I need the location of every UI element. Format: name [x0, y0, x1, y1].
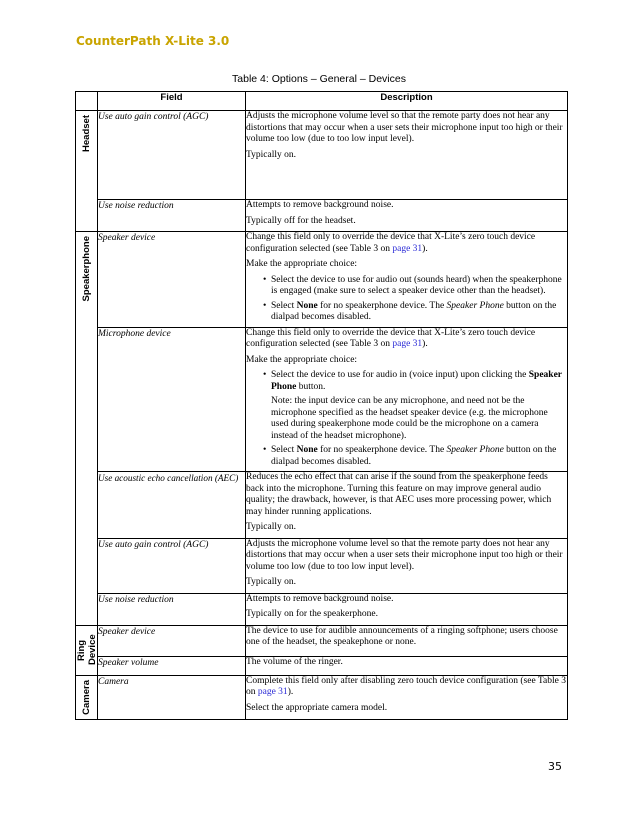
field-name: Speaker volume — [98, 656, 246, 675]
page-number: 35 — [548, 760, 562, 773]
field-name: Speaker device — [98, 625, 246, 656]
description-text: Select the appropriate camera model. — [246, 702, 388, 713]
table-caption: Table 4: Options – General – Devices — [232, 73, 406, 85]
field-description — [246, 593, 568, 625]
table-row — [76, 232, 568, 328]
description-text: Make the appropriate choice: — [246, 354, 358, 365]
options-table — [75, 91, 568, 720]
field-description — [246, 472, 568, 539]
table-row — [76, 675, 568, 720]
field-description — [246, 675, 568, 720]
page-link[interactable]: page 31 — [392, 339, 423, 349]
description-text: Attempts to remove background noise. — [246, 593, 394, 604]
description-text: Typically off for the headset. — [246, 215, 356, 226]
document-header-title: CounterPath X-Lite 3.0 — [76, 34, 230, 48]
group-label-camera: Camera — [81, 679, 92, 715]
field-description — [246, 232, 568, 328]
description-text: Adjusts the microphone volume level so that the remote party does not hear any distortions that may occur when a user sets their microphone input too high or their volume too low (due to too low input level). — [246, 111, 563, 144]
page-link[interactable]: page 31 — [257, 687, 288, 697]
group-label-ring-device: Ring Device — [76, 634, 98, 665]
table-row — [76, 593, 568, 625]
page-link[interactable]: page 31 — [392, 243, 423, 254]
table-header-row — [76, 92, 568, 111]
table-row — [76, 111, 568, 200]
description-text: Typically on. — [246, 577, 296, 587]
note-text: Note: the input device can be any microphone, and need not be the microphone specified as the headset speaker device (e.g. the microphone used during speakerphone mode could be the microphone on a camera instead of the headset microphone). — [271, 396, 548, 441]
description-text: Typically on. — [246, 149, 296, 160]
field-name: Use auto gain control (AGC) — [98, 538, 246, 593]
field-name: Use noise reduction — [98, 200, 246, 232]
column-header-field: Field — [98, 92, 246, 111]
group-cell-headset — [76, 111, 98, 232]
list-item: • Select None for no speakerphone device. The Speaker Phone button on the dialpad becomes disabled. — [271, 445, 567, 468]
field-name: Use noise reduction — [98, 593, 246, 625]
table-row — [76, 472, 568, 539]
description-text: Reduces the echo effect that can arise if the sound from the speakerphone feeds back into the microphone. Turning this feature on may improve general audio quality; the drawback, however, is that AEC uses more processing power, which may hinder running applications. — [246, 472, 552, 517]
table-row — [76, 538, 568, 593]
header-corner — [76, 92, 98, 111]
group-label-speakerphone: Speakerphone — [81, 236, 92, 302]
field-name: Use auto gain control (AGC) — [98, 111, 246, 200]
description-text: Adjusts the microphone volume level so that the remote party does not hear any distortions that may occur when a user sets their microphone input too high or their volume too low (due to too low input level). — [246, 538, 563, 572]
description-text: The volume of the ringer. — [246, 656, 343, 667]
list-item: • Select the device to use for audio in (voice input) upon clicking the Speaker Phone button. Note: the input device can be any microphone, and need not be the microphone specified as the headset speaker device (e.g. the microphone used during speakerphone mode could be the microphone on a camera instead of the headset microphone). — [271, 370, 567, 442]
field-description — [246, 538, 568, 593]
table-row — [76, 656, 568, 675]
column-header-description: Description — [246, 92, 568, 111]
description-text: Typically on. — [246, 522, 296, 532]
field-name: Microphone device — [98, 327, 246, 472]
group-label-headset: Headset — [81, 115, 92, 152]
group-cell-ring-device — [76, 625, 98, 675]
field-description — [246, 111, 568, 200]
table-row — [76, 200, 568, 232]
table-row — [76, 625, 568, 656]
description-text: Complete this field only after disabling zero touch device configuration (see Table 3 on page 31). — [246, 675, 566, 697]
description-text: The device to use for audible announcements of a ringing softphone; users choose one of the headset, the speakephone or none. — [246, 625, 558, 647]
table-row — [76, 327, 568, 472]
field-name: Speaker device — [98, 232, 246, 328]
description-text: Change this field only to override the device that X-Lite’s zero touch device configuration selected (see Table 3 on page 31). — [246, 232, 536, 254]
bullet-list — [246, 370, 567, 468]
field-name: Camera — [98, 675, 246, 720]
field-description — [246, 200, 568, 232]
list-item: • Select None for no speakerphone device. The Speaker Phone button on the dialpad becomes disabled. — [271, 301, 567, 324]
field-description — [246, 327, 568, 472]
field-description — [246, 625, 568, 656]
group-cell-speakerphone — [76, 232, 98, 626]
description-text: Attempts to remove background noise. — [246, 200, 394, 210]
bullet-list — [246, 275, 567, 324]
description-text: Make the appropriate choice: — [246, 259, 358, 269]
description-text: Change this field only to override the device that X-Lite’s zero touch device configuration selected (see Table 3 on page 31). — [246, 327, 536, 349]
description-text: Typically on for the speakerphone. — [246, 609, 379, 619]
field-description — [246, 656, 568, 675]
group-cell-camera — [76, 675, 98, 720]
field-name: Use acoustic echo cancellation (AEC) — [98, 472, 246, 539]
list-item: • Select the device to use for audio out (sounds heard) when the speakerphone is engaged (make sure to select a speaker device other than the headset). — [271, 275, 567, 298]
